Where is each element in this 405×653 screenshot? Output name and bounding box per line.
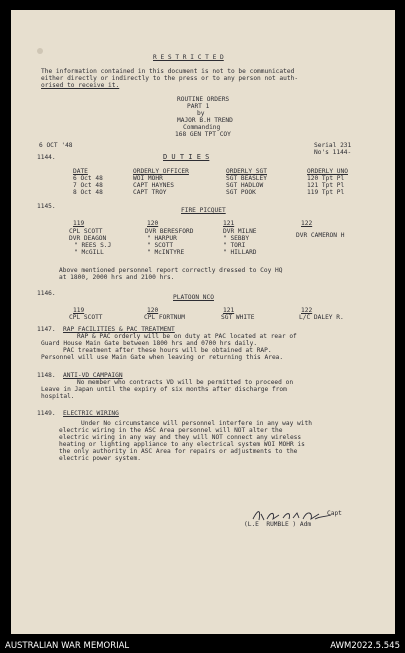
- nco-119-name: CPL SCOTT: [69, 314, 103, 321]
- electric-line-4: heating or lighting appliance to any electrical system WOI MOHR is: [59, 441, 305, 448]
- section-number-1149: 1149.: [37, 410, 56, 417]
- electric-heading: ELECTRIC WIRING: [63, 410, 119, 417]
- picquet-120-name-3: " SCOTT: [147, 242, 174, 249]
- electric-line-6: electric power system.: [59, 455, 141, 462]
- duties-row-1-uno: 120 Tpt Pl: [307, 175, 345, 182]
- order-numbers: No's 1144-: [314, 149, 352, 156]
- rap-heading: RAP FACILITIES & PAC TREATMENT: [63, 326, 175, 333]
- duties-row-2-officer: CAPT HAYNES: [133, 182, 174, 189]
- duties-col-sgt: ORDERLY SGT: [226, 168, 267, 175]
- duties-col-uno: ORDERLY UNO: [307, 168, 348, 175]
- picquet-121-name-1: DVR MILNE: [223, 228, 257, 235]
- title-line-5: Commanding: [183, 124, 221, 131]
- document-page: [11, 10, 395, 634]
- nco-platoon-122: 122: [301, 307, 313, 314]
- notice-line-3: orised to receive it.: [41, 82, 120, 89]
- picquet-platoon-119: 119: [73, 220, 85, 227]
- nco-121-name: SGT WHITE: [221, 314, 255, 321]
- order-date: 6 OCT '48: [39, 142, 73, 149]
- notice-line-1: The information contained in this document is not to be communicated: [41, 68, 295, 75]
- anti-vd-line-3: hospital.: [41, 393, 75, 400]
- picquet-120-name-1: DVR BERESFORD: [145, 228, 194, 235]
- electric-line-2: electric wiring in the ASC Area personnel will NOT alter the: [59, 427, 283, 434]
- duties-heading: D U T I E S: [163, 153, 210, 161]
- nco-platoon-121: 121: [223, 307, 235, 314]
- anti-vd-heading: ANTI-VD CAMPAIGN: [63, 372, 123, 379]
- section-number-1147: 1147.: [37, 326, 56, 333]
- title-line-4: MAJOR B.H TREND: [177, 117, 233, 124]
- picquet-note-line-2: at 1800, 2000 hrs and 2100 hrs.: [59, 274, 175, 281]
- picquet-121-name-3: " TORI: [223, 242, 246, 249]
- title-line-6: 168 GEN TPT COY: [175, 131, 231, 138]
- platoon-nco-heading: PLATOON NCO: [173, 294, 214, 301]
- duties-row-1-date: 6 Oct 48: [73, 175, 103, 182]
- punch-hole: [37, 48, 43, 54]
- nco-platoon-119: 119: [73, 307, 85, 314]
- section-number-1144: 1144.: [37, 154, 56, 161]
- rap-line-4: Personnel will use Main Gate when leaving or returning this Area.: [41, 354, 284, 361]
- section-number-1146: 1146.: [37, 290, 56, 297]
- picquet-platoon-121: 121: [223, 220, 235, 227]
- picquet-121-name-2: " SEBBY: [223, 235, 250, 242]
- picquet-121-name-4: " HILLARD: [223, 249, 257, 256]
- rap-line-3: PAC treatment after these hours will be obtained at RAP.: [63, 347, 272, 354]
- footer-institution: AUSTRALIAN WAR MEMORIAL: [5, 641, 130, 651]
- duties-row-3-uno: 119 Tpt Pl: [307, 189, 345, 196]
- title-line-2: PART 1: [187, 103, 210, 110]
- serial-number: Serial 231: [314, 142, 352, 149]
- footer-accession-number: AWM2022.5.545: [330, 641, 400, 651]
- nco-platoon-120: 120: [147, 307, 159, 314]
- duties-col-date: DATE: [73, 168, 88, 175]
- signature-name-line: (L.E RUMBLE ) Adm: [244, 521, 312, 528]
- picquet-119-name-1: CPL SCOTT: [69, 228, 103, 235]
- duties-row-3-sgt: SGT POOK: [226, 189, 256, 196]
- anti-vd-line-1: No member who contracts VD will be permitted to proceed on: [77, 379, 294, 386]
- notice-line-2: either directly or indirectly to the press or to any person not auth-: [41, 75, 299, 82]
- section-number-1148: 1148.: [37, 372, 56, 379]
- classification-heading: R E S T R I C T E D: [153, 54, 224, 61]
- fire-picquet-heading: FIRE PICQUET: [181, 207, 226, 214]
- rap-line-2: Guard House Main Gate between 1800 hrs and 0700 hrs daily.: [41, 340, 258, 347]
- duties-row-2-date: 7 Oct 48: [73, 182, 103, 189]
- duties-row-3-date: 8 Oct 48: [73, 189, 103, 196]
- duties-row-1-sgt: SGT BEASLEY: [226, 175, 267, 182]
- nco-122-name: L/C DALEY R.: [299, 314, 344, 321]
- picquet-120-name-2: " HARPUR: [147, 235, 177, 242]
- signature-rank: Capt: [327, 510, 342, 517]
- rap-line-1: RAP & PAC orderly will be on duty at PAC located at rear of: [77, 333, 297, 340]
- picquet-note-line-1: Above mentioned personnel report correctly dressed to Coy HQ: [59, 267, 283, 274]
- nco-120-name: CPL FORTNUM: [144, 314, 185, 321]
- electric-line-3: electric wiring in any way and they will NOT connect any wireless: [59, 434, 302, 441]
- electric-line-1: Under No circumstance will personnel interfere in any way with: [81, 420, 312, 427]
- picquet-120-name-4: " McINTYRE: [147, 249, 185, 256]
- duties-row-3-officer: CAPT TROY: [133, 189, 167, 196]
- duties-row-2-sgt: SGT HADLOW: [226, 182, 264, 189]
- picquet-119-name-3: " REES S.J: [74, 242, 112, 249]
- duties-row-2-uno: 121 Tpt Pl: [307, 182, 345, 189]
- duties-row-1-officer: WOI MOHR: [133, 175, 163, 182]
- electric-line-5: the only authority in ASC Area for repairs or adjustments to the: [59, 448, 298, 455]
- title-line-3: by: [197, 110, 205, 117]
- title-line-1: ROUTINE ORDERS: [177, 96, 230, 103]
- picquet-119-name-2: DVR DEAGON: [69, 235, 107, 242]
- picquet-122-name-1: DVR CAMERON H: [296, 232, 345, 239]
- anti-vd-line-2: Leave in Japan until the expiry of six months after discharge from: [41, 386, 287, 393]
- picquet-119-name-4: " McGILL: [74, 249, 104, 256]
- section-number-1145: 1145.: [37, 203, 56, 210]
- picquet-platoon-122: 122: [301, 220, 313, 227]
- duties-col-officer: ORDERLY OFFICER: [133, 168, 189, 175]
- picquet-platoon-120: 120: [147, 220, 159, 227]
